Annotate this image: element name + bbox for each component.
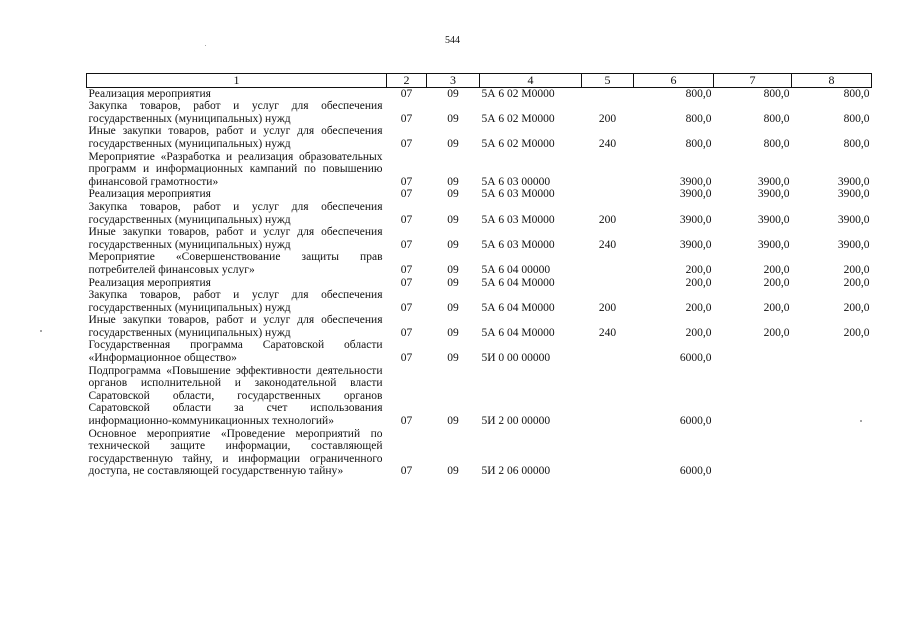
table-row (87, 87, 872, 100)
cell-amount-2 (714, 339, 792, 364)
cell-target-code: 5А 6 03 00000 (481, 175, 551, 188)
cell-target-code: 5А 6 03 М0000 (481, 238, 555, 251)
cell-amount-1: 200,0 (685, 263, 712, 276)
cell-amount-2 (714, 428, 792, 478)
cell-amount-3: 800,0 (843, 137, 870, 150)
cell-expense-type (582, 188, 634, 201)
cell-subsection: 09 (447, 326, 459, 339)
cell-amount-2: 3900,0 (757, 213, 790, 226)
cell-subsection: 09 (447, 352, 459, 365)
cell-section: 07 (400, 301, 413, 314)
cell-section: 07 (400, 326, 413, 339)
cell-section: 07 (400, 238, 413, 251)
row-name: Иные закупки товаров, работ и услуг для обеспечения государственных (муниципальных) нужд (88, 125, 383, 150)
cell-subsection: 09 (447, 175, 459, 188)
cell-subsection: 09 (447, 238, 459, 251)
cell-section: 07 (400, 465, 413, 478)
cell-amount-2: 800,0 (763, 112, 790, 125)
cell-amount-3: 200,0 (843, 263, 870, 276)
table-row (87, 365, 872, 428)
cell-expense-type (582, 339, 634, 364)
table-row (87, 314, 872, 339)
cell-amount-3: 200,0 (843, 301, 870, 314)
cell-expense-type (582, 428, 634, 478)
cell-target-code: 5А 6 04 00000 (481, 263, 551, 276)
row-name: Иные закупки товаров, работ и услуг для обеспечения государственных (муниципальных) нужд (88, 226, 383, 251)
cell-section: 07 (400, 213, 413, 226)
cell-expense-type (582, 251, 634, 276)
cell-amount-2: 200,0 (763, 276, 790, 289)
cell-expense-type (582, 87, 634, 100)
cell-target-code: 5А 6 03 М0000 (481, 188, 555, 201)
table-row (87, 289, 872, 314)
cell-subsection: 09 (447, 213, 459, 226)
cell-expense-type: 240 (598, 326, 617, 339)
table-row (87, 125, 872, 150)
column-header: 4 (480, 74, 582, 88)
scan-speck (205, 45, 206, 46)
scan-speck (860, 420, 862, 422)
cell-target-code: 5И 2 06 00000 (481, 465, 551, 478)
cell-target-code: 5И 0 00 00000 (481, 352, 551, 365)
cell-target-code: 5А 6 02 М0000 (481, 137, 555, 150)
row-name: Закупка товаров, работ и услуг для обеспечения государственных (муниципальных) нужд (88, 200, 383, 226)
cell-section: 07 (400, 175, 413, 188)
cell-section: 07 (400, 137, 413, 150)
column-header: 3 (427, 74, 480, 88)
cell-amount-3: 800,0 (843, 112, 870, 125)
column-header: 6 (634, 74, 714, 88)
row-name: Государственная программа Саратовской области «Информационное общество» (88, 339, 383, 365)
cell-section: 07 (400, 276, 413, 289)
table-row (87, 100, 872, 125)
table-row (87, 339, 872, 364)
cell-subsection: 09 (447, 112, 459, 125)
cell-target-code: 5А 6 03 М0000 (481, 213, 555, 226)
cell-amount-1: 6000,0 (679, 465, 712, 478)
row-name: Подпрограмма «Повышение эффективности деятельности органов исполнительной и законодательной власти Саратовской области, государственных органов Саратовской области за счет использования информационно-коммуникационных технологий» (88, 364, 383, 428)
cell-section: 07 (400, 352, 413, 365)
cell-amount-2: 3900,0 (757, 175, 790, 188)
cell-amount-1: 200,0 (685, 326, 712, 339)
cell-target-code: 5А 6 04 М0000 (481, 326, 555, 339)
cell-amount-2: 200,0 (763, 326, 790, 339)
cell-amount-3: 200,0 (843, 326, 870, 339)
cell-amount-1: 200,0 (685, 301, 712, 314)
column-header: 7 (714, 74, 792, 88)
cell-expense-type: 200 (598, 112, 617, 125)
cell-section: 07 (400, 415, 413, 428)
scan-speck (40, 330, 42, 332)
row-name: Иные закупки товаров, работ и услуг для обеспечения государственных (муниципальных) нужд (88, 314, 383, 339)
cell-subsection: 09 (447, 263, 459, 276)
cell-amount-3 (792, 428, 872, 478)
row-name: Закупка товаров, работ и услуг для обеспечения государственных (муниципальных) нужд (88, 100, 383, 125)
cell-target-code: 5А 6 02 М0000 (481, 112, 555, 125)
table-row (87, 277, 872, 290)
row-name: Основное мероприятие «Проведение мероприятий по технической защите информации, составляющей государственную тайну, и информации ограниченного доступа, не составляющей государственную тайну» (88, 427, 383, 478)
cell-amount-2: 3900,0 (757, 238, 790, 251)
cell-target-code: 5А 6 04 М0000 (481, 276, 555, 289)
cell-amount-1: 800,0 (685, 87, 712, 100)
cell-subsection: 09 (447, 276, 459, 289)
table-header-row (87, 74, 872, 88)
cell-amount-1: 800,0 (685, 137, 712, 150)
row-name: Закупка товаров, работ и услуг для обеспечения государственных (муниципальных) нужд (88, 289, 383, 314)
table-row (87, 151, 872, 189)
cell-target-code: 5И 2 00 00000 (481, 415, 551, 428)
cell-amount-1: 3900,0 (679, 175, 712, 188)
cell-amount-1: 3900,0 (679, 238, 712, 251)
cell-expense-type (582, 151, 634, 189)
cell-section: 07 (400, 112, 413, 125)
row-name: Мероприятие «Совершенствование защиты прав потребителей финансовых услуг» (88, 251, 383, 276)
cell-amount-2: 200,0 (763, 301, 790, 314)
cell-amount-1: 3900,0 (679, 213, 712, 226)
cell-subsection: 09 (447, 137, 459, 150)
cell-target-code: 5А 6 02 М0000 (481, 87, 555, 100)
table-row (87, 428, 872, 478)
row-name: Реализация мероприятия (88, 87, 211, 100)
cell-subsection: 09 (447, 465, 459, 478)
cell-amount-1: 800,0 (685, 112, 712, 125)
column-header: 5 (582, 74, 634, 88)
cell-amount-2: 800,0 (763, 137, 790, 150)
row-name: Реализация мероприятия (88, 188, 211, 201)
row-name: Реализация мероприятия (88, 276, 211, 289)
cell-amount-3: 3900,0 (837, 188, 870, 201)
cell-section: 07 (400, 87, 413, 100)
cell-amount-1: 6000,0 (679, 415, 712, 428)
cell-expense-type: 200 (598, 213, 617, 226)
cell-target-code: 5А 6 04 М0000 (481, 301, 555, 314)
cell-expense-type: 200 (598, 301, 617, 314)
column-header: 8 (792, 74, 872, 88)
cell-amount-3: 3900,0 (837, 213, 870, 226)
cell-amount-2 (714, 365, 792, 428)
cell-section: 07 (400, 263, 413, 276)
cell-amount-2: 800,0 (763, 87, 790, 100)
cell-expense-type: 240 (598, 137, 617, 150)
cell-amount-1: 6000,0 (679, 352, 712, 365)
cell-amount-1: 3900,0 (679, 188, 712, 201)
cell-amount-3: 800,0 (843, 87, 870, 100)
cell-subsection: 09 (447, 301, 459, 314)
cell-subsection: 09 (447, 87, 459, 100)
table-row (87, 188, 872, 201)
budget-table (86, 73, 872, 478)
table-row (87, 201, 872, 226)
cell-amount-3 (792, 339, 872, 364)
cell-amount-3 (792, 365, 872, 428)
cell-expense-type (582, 277, 634, 290)
column-header: 2 (387, 74, 427, 88)
cell-expense-type: 240 (598, 238, 617, 251)
cell-amount-3: 3900,0 (837, 175, 870, 188)
cell-amount-3: 200,0 (843, 276, 870, 289)
cell-expense-type (582, 365, 634, 428)
cell-amount-2: 200,0 (763, 263, 790, 276)
cell-subsection: 09 (447, 415, 459, 428)
row-name: Мероприятие «Разработка и реализация образовательных программ и информационных кампаний по повышению финансовой грамотности» (88, 150, 383, 188)
cell-section: 07 (400, 188, 413, 201)
table-row (87, 226, 872, 251)
cell-amount-3: 3900,0 (837, 238, 870, 251)
cell-amount-2: 3900,0 (757, 188, 790, 201)
page-number: 544 (445, 35, 460, 46)
table-row (87, 251, 872, 276)
cell-subsection: 09 (447, 188, 459, 201)
cell-amount-1: 200,0 (685, 276, 712, 289)
column-header: 1 (87, 74, 387, 88)
